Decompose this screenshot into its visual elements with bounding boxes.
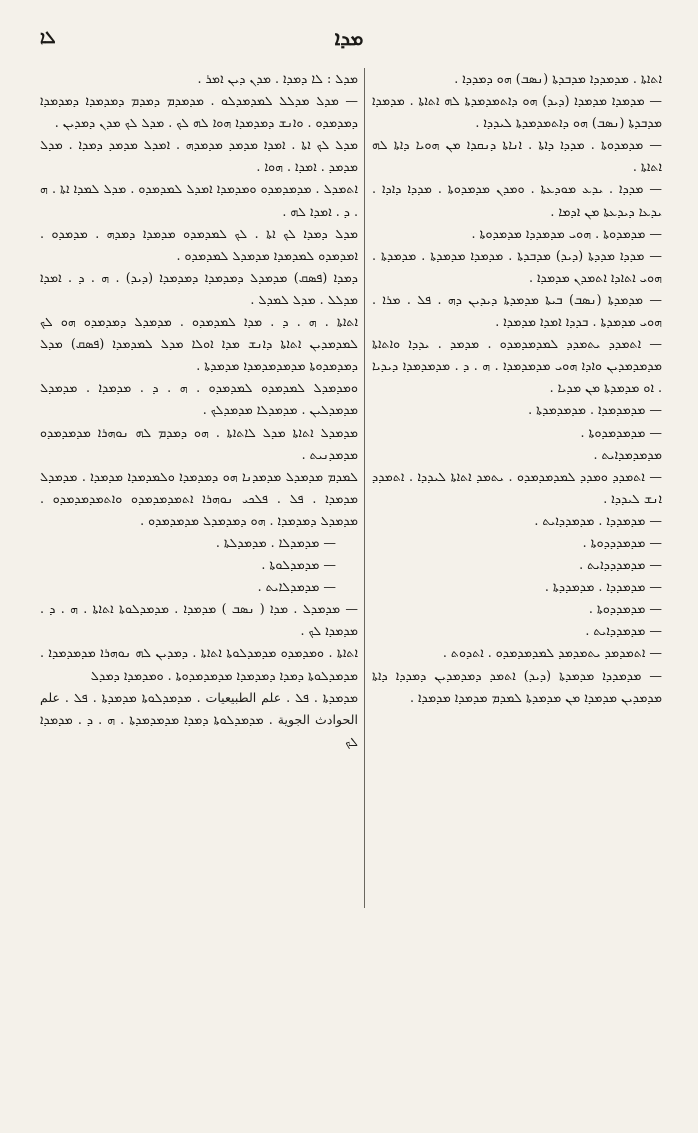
page-number: ܠܐ — [40, 28, 56, 48]
running-head: ܡܕܐ — [334, 26, 364, 50]
dictionary-entry: ܡܕܠ ܕܡܕܐ ܠܟ ܐܬܐ . ܠܟ ܠܡܕܡܕܘ ܡܕܡܕܐ ܕܡܕܗ . ܡܕܡܕܘ . ܐܡܕܡܕܘ ܠܡܕܡܕܐ ܡܕܡܕܠ ܠܡܕܡܕܘ . — [40, 225, 358, 263]
dictionary-entry: — ܐܬܡܕܕ ܝܬܡܕܕ ܠܡܕܡܕܡܕܘ . ܡܕܡܕ . ܝܕܕܐ ܘܐܬܐܬܐ ܡܕܡܕܡܕܝܢ ܘܐܕܐ ܗܘܝ ܡܕܡܕܡܕܐ . ܗ . ܕ . ܡܕܡܕܡܕܐ ܕܝܕܝܐ . ܐܘ ܡܕܡܕܬܐ ܡܢ ܡܕܝܐ . — [372, 336, 662, 396]
dictionary-entry: ܐܬܡܕܠ . ܡܕܡܕܡܕܘ ܘܡܕܡܕܐ ܐܡܕܠ ܠܡܕܡܕܘ . ܡܕܠ ܠܡܕܐ ܐܬܐ . ܗ . ܕ . ܐܡܕܐ ܠܗ . — [40, 181, 358, 219]
dictionary-entry: — ܐܬܡܕܕ ܘܡܕܕ ܠܡܕܡܕܡܕܘ . ܝܬܡܕ ܐܬܐܬܐ ܠܝܕܕܐ . ܐܬܡܕܕ ܐܢܫ ܠܝܕܕܐ . — [372, 468, 662, 506]
dictionary-entry: ܕܡܕܐ (ܦܣܩ) ܡܕܡܕܠ ܕܡܕܡܕܐ ܕܡܕܡܕܐ (ܕܝܕ) . ܗ . ܕ . ܐܡܕܐ ܡܕܠܠ . ܡܕܠ ܠܡܕܠ . — [40, 269, 358, 307]
dictionary-entry: — ܡܕܡܕܕܐ ܡܕܡܕܬܐ (ܕܝܕ) ܐܬܡܕ ܕܡܕܡܕܝܢ ܕܡܕܕܐ ܕܐܬܐ ܡܕܡܕܝܢ ܡܕܡܕܐ ܡܢ ܡܕܡܕܬܐ ܠܡܕܡ ܡܕܡܕܐ ܡܕܡܕܐ . — [372, 667, 662, 705]
dictionary-entry: ܡܕܡܕܠ ܐܬܐܬܐ ܡܕܠ ܠܐܬܐܬܐ . ܗܘ ܕܡܕܡ ܠܗ ܢܘܗܪܐ ܡܕܡܕܡܕܘ ܡܕܡܕܢܝܬ . — [40, 424, 358, 462]
dictionary-entry: — ܡܕܡܕܡܕܘܬܐ . — [580, 424, 662, 440]
dictionary-entry: — ܡܕܡܕܕܕܘܬܐ . — [582, 534, 662, 550]
dictionary-entry: — ܡܕܡܕܕܐܝܬ . — [585, 623, 662, 639]
page-header — [40, 26, 658, 56]
left-column — [40, 68, 358, 753]
dictionary-entry: — ܡܕܡܕܕܘܬܐ . — [588, 601, 662, 617]
dictionary-entry: — ܡܕܡܕܕܐ . ܡܕܡܕܕܬܐ . — [544, 579, 662, 595]
dictionary-entry: — ܡܕܡܕܕܕܐܝܬ . — [579, 557, 662, 573]
dictionary-entry: — ܡܕܡܕܬܐ (ܢܣܒ) ܒܝܬܐ ܡܕܡܕܬܐ ܕܝܕܝܢ ܕܗ . ܦܠ . ܡܪܐ . ܗܘܝ ܡܕܡܕܬܐ . ܒܕܕܐ ܐܡܕܐ ܡܕܡܕܐ . — [372, 291, 662, 330]
dictionary-entry: — ܐܬܡܕܡܕ ܝܬܡܕܡܕ ܠܡܕܡܕܡܕܘ . ܐܬܕܘܬ . — [442, 645, 662, 661]
dictionary-entry: — ܡܕܡܕܠܐܝܬ . — [257, 579, 336, 595]
dictionary-entry: ܐܬܐܬܐ . ܡܕܡܕܕܐ ܡܕܒܕܬܐ (ܢܣܒ) ܗܘ ܕܡܕܕܐ . — [454, 71, 662, 86]
dictionary-entry: — ܡܕܕܐ . ܝܕܥ ܡܘܕܥܬܐ . ܘܡܕܢ ܡܕܡܕܘܬܐ . ܡܕܕܐ ܕܐܕܐ . ܝܕܥܐ ܕܝܕܥܬܐ ܡܢ ܐܕܡܐ . — [372, 181, 662, 219]
dictionary-entry: ܡܕܡܕܬܐ . ܦܠ . علم الطبيعيات . ܡܕܡܕܠܘܬܐ ܡܕܡܕܬܐ . ܦܠ . علم الحوادث الجوية . ܡܕܡܕܠܘܬܐ ܕܡܕܐ ܡܕܡܕܡܕܬܐ . ܗ . ܕ . ܡܕܡܕܐ ܠܟ — [40, 689, 358, 749]
dictionary-entry: — ܡܕܡܕܡܕܐ . ܡܕܡܕܡܕܬܐ . — [528, 402, 662, 418]
dictionary-entry: — ܡܕܕܐ ܡܕܕܬܐ (ܕܝܕ) ܡܕܒܕܬܐ . ܡܕܡܕܐ ܡܕܡܕܬܐ . ܡܕܡܕܬܐ . ܗܘܝ ܐܬܐܕܐ ܐܬܡܕܢ ܡܕܡܕܐ . — [372, 247, 662, 285]
dictionary-entry: — ܡܕܡܕܘܬܐ . ܡܕܕܐ ܕܐܬܐ . ܐܢܐܬܐ ܕܢܩܕܐ ܡܢ ܗܘܝܐ ܕܐܬܐ ܠܗ ܐܬܐܬܐ . — [372, 137, 662, 175]
dictionary-entry: — ܡܕܡܕܕܐ . ܡܕܡܕܕܐܝܬ . — [534, 512, 662, 528]
dictionary-entry: — ܡܕܡܕܠ . ܡܕܐ ( ܢܣܒ ) ܡܕܡܕܐ . ܡܕܡܕܠܘܬܐ ܐܬܐܬܐ . ܗ . ܕ . ܡܕܡܕܐ ܠܟ . — [40, 601, 358, 639]
dictionary-entry: ܠܡܕܡ ܡܕܡܕܠ ܡܕܡܕܢܐ ܗܘ ܕܡܕܡܕܐ ܘܠܡܕܡܕܐ ܡܕܡܕܐ . ܡܕܡܕܠ ܡܕܡܕܐ . ܦܠ . ܦܠܟܝ ܢܘܗܪܐ ܐܬܡܕܡܕܡܕܘ ܘܐܬܡܕܡܕܡܕܘ . ܡܕܡܕܠ ܕܡܕܡܕܐ . ܗܘ ܕܡܕܡܕܠ ܡܕܡܕܡܕܘ . — [40, 468, 358, 528]
dictionary-entry: ܡܕܡܕܡܕܐܝܬ . — [593, 446, 662, 462]
dictionary-entry: — ܡܕܡܕܘܬܐ . ܗܘܝ ܡܕܡܕܕܐ ܡܕܡܕܘܬܐ . — [471, 225, 662, 241]
dictionary-entry: ܡܕܠ ܠܟ ܐܬܐ . ܐܡܕܐ ܡܕܡܕ ܡܕܡܕܗ . ܐܡܕܠ ܡܕܡܕ ܕܡܕܐ . ܡܕܠ ܡܕܡܕ . ܐܡܕܐ . ܗܘܐ . — [40, 137, 358, 175]
dictionary-entry: ܐܬܐܬܐ . ܘܡܕܡܕܘ ܡܕܡܕܠܘܬܐ ܐܬܐܬܐ . ܕܡܕܝܢ ܠܗ ܢܘܗܪܐ ܡܕܡܕܡܕܐ . ܡܕܡܕܠܘܬܐ ܕܡܕܐ ܕܡܕܡܕܐ ܡܕܡܕܡܕܘܬܐ . ܘܡܕܡܕܐ ܕܡܕܠ — [40, 645, 358, 683]
dictionary-entry: — ܡܕܡܕܠܘܬܐ . — [261, 557, 336, 573]
dictionary-entry: — ܡܕܠ ܡܕܠܠ ܠܡܕܡܕܠܘ . ܡܕܡܕܡ ܕܡܕܡ ܕܡܕܡܕܐ ܕܡܕܡܕܐ ܕܡܕܡܕܘ . ܘܐܢܫ ܕܡܕܡܕܐ ܗܘܐ ܠܗ ܠܟ . ܡܕܠ ܠܟ ܡܕܢ ܕܡܕܝܢ . — [40, 93, 358, 131]
column-divider — [364, 68, 365, 908]
dictionary-entry: ܘܡܕܡܕܠ ܠܡܕܡܕܘ ܠܡܕܡܕܘ . ܗ . ܕ . ܡܕܡܕܐ . ܡܕܡܕܠ ܡܕܡܕܠܝܢ . ܡܕܡܕܠܐ ܡܕܡܕܠܟ . — [40, 380, 358, 418]
dictionary-entry: ܐܬܐܬܐ . ܗ . ܕ . ܡܕܐ ܠܡܕܡܕܘ . ܡܕܡܕܠ ܕܡܕܡܕܘ ܗܘ ܠܟ ܠܡܕܡܕܝܢ ܐܬܐܬܐ ܕܐܢܫ ܡܕܐ ܐܘܠܐ ܡܕܠ ܠܡܕܡܕܐ (ܦܣܩ) ܡܕܠ ܕܡܕܡܕܘܬܐ ܡܕܡܕܡܕܡܕܐ ܡܕܡܕܬܐ . — [40, 314, 358, 374]
dictionary-entry: — ܡܕܡܕܐ ܡܕܡܕܐ (ܕܝܕ) ܗܘ ܕܐܬܡܕܡܕܬܐ ܠܗ ܐܬܐܬܐ . ܡܕܡܕܐ ܡܕܒܕܬܐ (ܢܣܒ) ܗܘ ܕܐܬܡܕܡܕܬܐ ܠܝܕܕܐ . — [372, 93, 662, 131]
dictionary-headword: ܡܕܠ : ܠܐ ܕܡܕܐ . ܡܕܢ ܕܝܢ ܐܡܪ . — [197, 71, 358, 86]
dictionary-entry: — ܡܕܡܕܠܐ . ܡܕܡܕܠܬܐ . — [215, 534, 336, 550]
right-column — [372, 68, 662, 709]
